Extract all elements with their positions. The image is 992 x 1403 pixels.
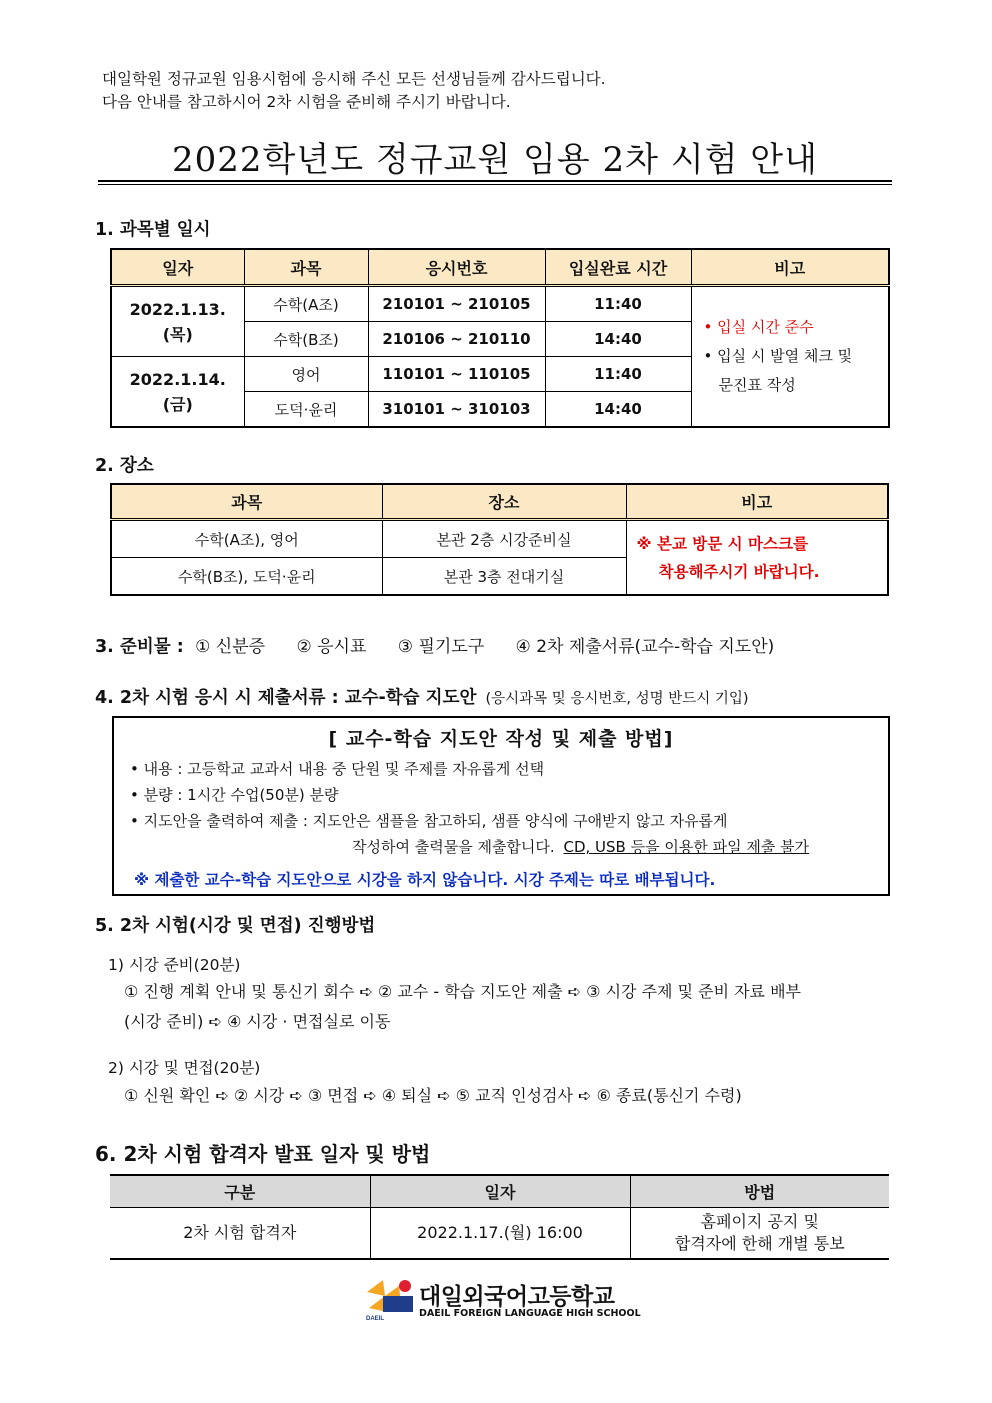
step-2-flow: ① 신원 확인 ➪ ② 시강 ➪ ③ 면접 ➪ ④ 퇴실 ➪ ⑤ 교직 인성검사 ➪ ⑥ 종료(통신기 수령): [124, 1086, 742, 1105]
col-header: 비고: [626, 484, 888, 520]
col-header: 응시번호: [368, 249, 545, 286]
step-1-flow: ① 진행 계획 안내 및 통신기 회수 ➪ ② 교수 - 학습 지도안 제출 ➪ ③ 시강 주제 및 준비 자료 배부: [124, 982, 802, 1001]
table-row: [111, 520, 888, 558]
lesson-plan-box: [112, 716, 890, 896]
section-2-heading: 2. 장소: [95, 456, 154, 476]
section-6-heading: 6. 2차 시험 합격자 발표 일자 및 방법: [95, 1142, 431, 1166]
exam-number-cell: 310101 ~ 310103: [368, 392, 545, 428]
col-header: 구분: [110, 1175, 370, 1208]
place-cell: 본관 2층 시강준비실: [382, 520, 626, 558]
table-row: [111, 286, 889, 322]
col-header: 과목: [244, 249, 368, 286]
subject-cell: 수학(B조), 도덕·윤리: [111, 558, 382, 596]
location-table: [110, 483, 889, 596]
step-2-title: 2) 시강 및 면접(20분): [108, 1059, 261, 1077]
supply-item: ③ 필기도구: [397, 637, 485, 657]
col-header: 입실완료 시간: [545, 249, 691, 286]
school-emblem-icon: [365, 1278, 415, 1322]
supply-item: ① 신분증: [195, 637, 266, 657]
subject-cell: 수학(A조), 영어: [111, 520, 382, 558]
remark-cell: ※ 본교 방문 시 마스크를 착용해주시기 바랍니다.: [626, 520, 888, 596]
section-3-label: 3. 준비물 :: [95, 637, 184, 657]
category-cell: 2차 시험 합격자: [110, 1208, 370, 1260]
col-header: 일자: [111, 249, 244, 286]
exam-number-cell: 210101 ~ 210105: [368, 286, 545, 322]
col-header: 방법: [630, 1175, 889, 1208]
time-cell: 14:40: [545, 392, 691, 428]
intro-line-2: 다음 안내를 참고하시어 2차 시험을 준비해 주시기 바랍니다.: [102, 93, 511, 111]
time-cell: 14:40: [545, 322, 691, 357]
school-name: 대일외국어고등학교: [419, 1284, 615, 1310]
time-cell: 11:40: [545, 357, 691, 392]
result-table: [110, 1174, 889, 1260]
school-logo: [365, 1278, 641, 1322]
intro-line-1: 대일학원 정규교원 임용시험에 응시해 주신 모든 선생님들께 감사드립니다.: [102, 70, 606, 88]
subject-cell: 도덕·윤리: [244, 392, 368, 428]
section-4-heading-row: [95, 684, 749, 709]
box-note: ※ 제출한 교수-학습 지도안으로 시강을 하지 않습니다. 시강 주제는 따로 배부됩니다.: [134, 871, 716, 889]
subject-cell: 수학(B조): [244, 322, 368, 357]
remark-cell: • 입실 시간 준수 • 입실 시 발열 체크 및 문진표 작성: [691, 286, 889, 428]
step-1-title: 1) 시강 준비(20분): [108, 956, 241, 974]
section-5-heading: 5. 2차 시험(시강 및 면접) 진행방법: [95, 916, 376, 936]
box-title: [ 교수-학습 지도안 작성 및 제출 방법]: [328, 728, 674, 750]
exam-number-cell: 110101 ~ 110105: [368, 357, 545, 392]
table-row: [110, 1208, 889, 1260]
time-cell: 11:40: [545, 286, 691, 322]
method-cell: 홈페이지 공지 및 합격자에 한해 개별 통보: [630, 1208, 889, 1260]
title-rule: [98, 180, 892, 182]
date-cell: 2022.1.14. (금): [111, 357, 244, 428]
step-1-flow: (시강 준비) ➪ ④ 시강 · 면접실로 이동: [124, 1012, 391, 1031]
svg-text:DAEIL: DAEIL: [366, 1316, 384, 1322]
title-rule: [98, 184, 892, 185]
box-line: • 분량 : 1시간 수업(50분) 분량: [130, 786, 339, 804]
section-1-heading: 1. 과목별 일시: [95, 220, 211, 240]
col-header: 장소: [382, 484, 626, 520]
box-line: • 지도안을 출력하여 제출 : 지도안은 샘플을 참고하되, 샘플 양식에 구애받지 않고 자유롭게: [130, 812, 728, 830]
subject-cell: 수학(A조): [244, 286, 368, 322]
section-4-heading: 4. 2차 시험 응시 시 제출서류 : 교수-학습 지도안: [95, 688, 477, 708]
col-header: 일자: [370, 1175, 630, 1208]
date-cell: 2022.1.13. (목): [111, 286, 244, 357]
page-title: 2022학년도 정규교원 임용 2차 시험 안내: [171, 140, 818, 180]
no-file-submission-note: CD, USB 등을 이용한 파일 제출 불가: [563, 838, 810, 856]
place-cell: 본관 3층 전대기실: [382, 558, 626, 596]
box-line: • 내용 : 고등학교 교과서 내용 중 단원 및 주제를 자유롭게 선택: [130, 760, 545, 778]
school-name-english: DAEIL FOREIGN LANGUAGE HIGH SCHOOL: [419, 1308, 641, 1319]
subject-cell: 영어: [244, 357, 368, 392]
section-3-supplies: [95, 632, 774, 658]
supply-item: ④ 2차 제출서류(교수-학습 지도안): [515, 637, 775, 657]
col-header: 과목: [111, 484, 382, 520]
schedule-table: [110, 248, 890, 428]
col-header: 비고: [691, 249, 889, 286]
exam-number-cell: 210106 ~ 210110: [368, 322, 545, 357]
date-cell: 2022.1.17.(월) 16:00: [370, 1208, 630, 1260]
section-4-subnote: (응시과목 및 응시번호, 성명 반드시 기입): [485, 691, 749, 707]
box-line: 작성하여 출력물을 제출합니다. CD, USB 등을 이용한 파일 제출 불가: [352, 838, 810, 856]
supply-item: ② 응시표: [296, 637, 367, 657]
